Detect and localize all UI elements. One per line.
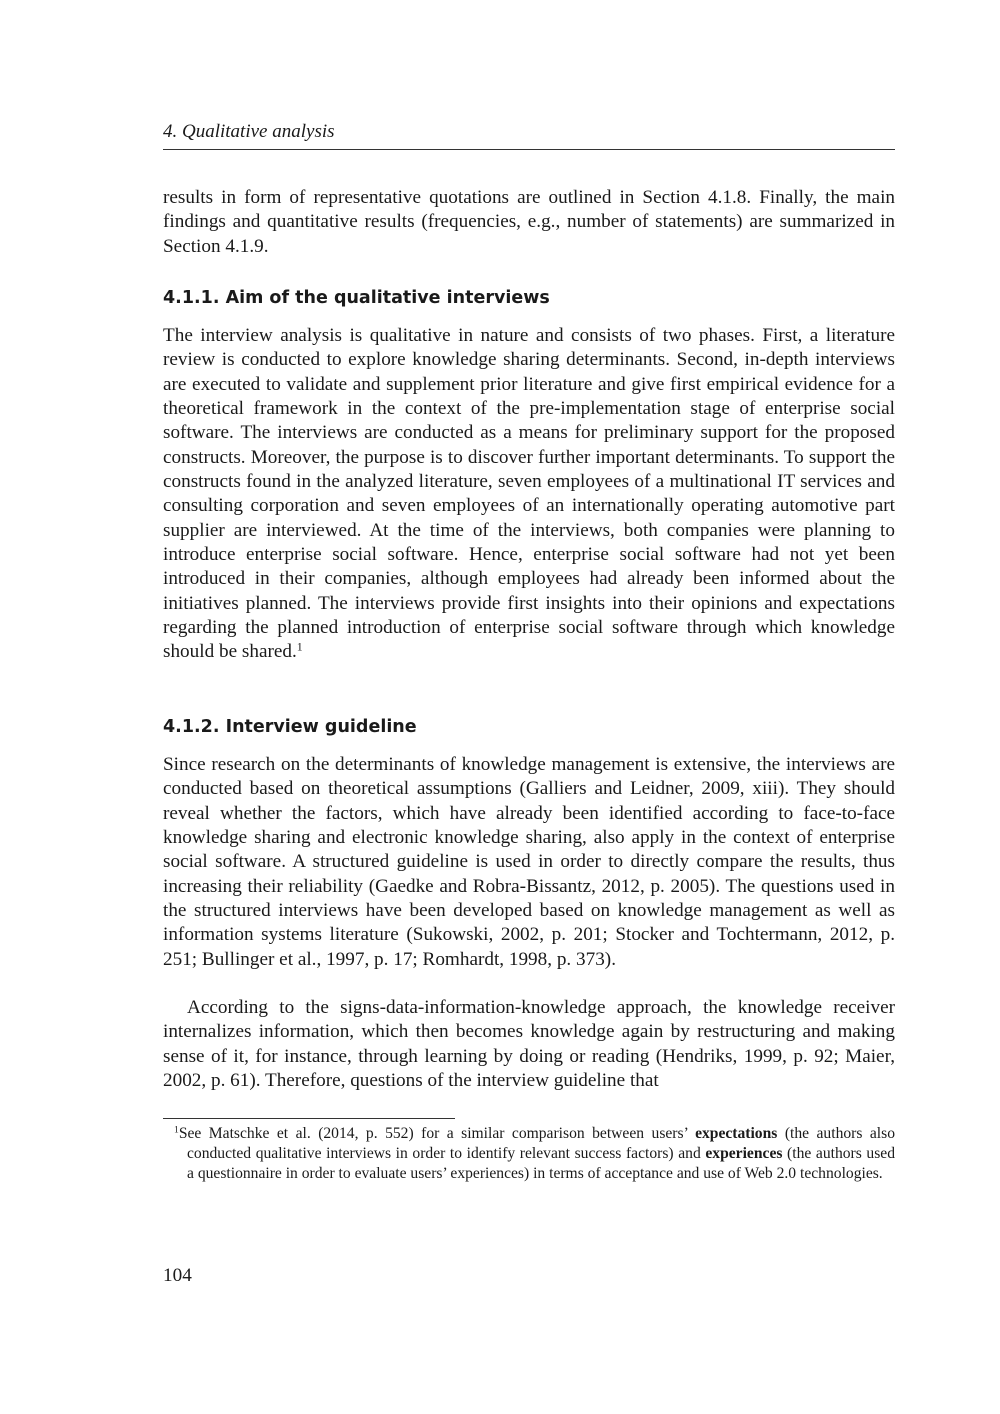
aim-paragraph [163,324,895,665]
footnote-rule [163,1118,455,1119]
footnote-text-c: (the authors used a questionnaire in order to evaluate users’ experiences) in terms of acceptance and use of Web 2.0 technologies. [187,1145,896,1183]
footnote-mark: 1 [174,1124,179,1136]
footnote [163,1124,895,1185]
page-number: 104 [163,1265,192,1286]
footnote-text-a: See Matschke et al. (2014, p. 552) for a similar comparison between users’ [178,1125,696,1142]
header-rule [163,149,895,150]
footnote-bold-expectations: expectations [695,1125,778,1142]
guideline-paragraph-1: Since research on the determinants of knowledge management is extensive, the interviews are conducted based on theoretical assumptions (Galliers and Leidner, 2009, xiii). They should reveal whether the factors, which have already been identified according to face-to-face knowledge sharing and electronic knowledge sharing, also apply in the context of enterprise social software. A structured guideline is used in order to directly compare the results, thus increasing their reliability (Gaedke and Robra-Bissantz, 2012, p. 2005). The questions used in the structured interviews have been developed based on knowledge management as well as information systems literature (Sukowski, 2002, p. 201; Stocker and Tochtermann, 2012, p. 251; Bullinger et al., 1997, p. 17; Romhardt, 1998, p. 373). [163,754,895,970]
guideline-paragraph-2: According to the signs-data-information-knowledge approach, the knowledge receiver internalizes information, which then becomes knowledge again by restructuring and making sense of it, for instance, through learning by doing or reading (Hendriks, 1999, p. 92; Maier, 2002, p. 61). Therefore, questions of the interview guideline that [163,997,895,1092]
footnote-reference: 1 [296,639,303,654]
running-header: 4. Qualitative analysis [163,121,335,142]
aim-paragraph-text: The interview analysis is qualitative in nature and consists of two phases. First, a literature review is conducted to explore knowledge sharing determinants. Second, in-depth interviews are executed to validate and supplement prior literature and give first empirical evidence for a theoretical framework in the context of the pre-implementation stage of enterprise social software. The interviews are conducted as a means for preliminary support for the proposed constructs. Moreover, the purpose is to discover further important determinants. To support the constructs found in the analyzed literature, seven employees of a multinational IT services and consulting corporation and seven employees of an internationally operating automotive part supplier are interviewed. At the time of the interviews, both companies were planning to introduce enterprise social software. Hence, enterprise social software had not yet been introduced in their companies, although employees had already been informed about the initiatives planned. The interviews provide first insights into their opinions and expectations regarding the planned introduction of enterprise social software through which knowledge should be shared. [163,325,895,663]
section-heading-guideline: 4.1.2. Interview guideline [163,717,417,737]
footnote-text-b: (the authors also conducted qualitative interviews in order to identify relevant success factors) and [187,1125,895,1163]
section-heading-aim: 4.1.1. Aim of the qualitative interviews [163,288,550,308]
footnote-bold-experiences: experiences [705,1145,783,1163]
intro-paragraph: results in form of representative quotations are outlined in Section 4.1.8. Finally, the main findings and quantitative results (frequencies, e.g., number of statements) are summarized in Section 4.1.9. [163,187,895,257]
